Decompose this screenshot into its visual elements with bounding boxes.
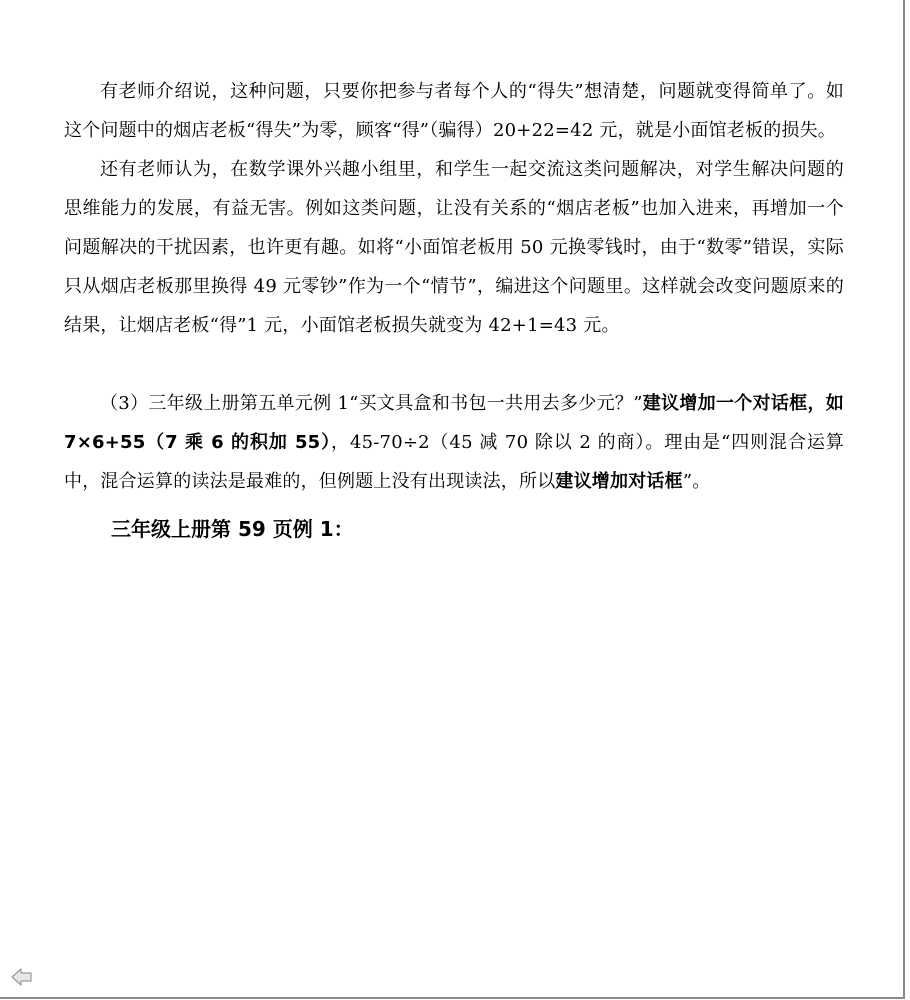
paragraph-3 (64, 384, 844, 501)
document-body (64, 72, 844, 549)
paragraph-3-text-2: ，45-70÷2（45 减 70 除以 2 的商）。理由是“四则混合运算中，混合运算的读法是最难的，但例题上没有出现读法，所以 (64, 432, 844, 492)
paragraph-3-text-3: ”。 (682, 471, 711, 492)
back-arrow-icon[interactable] (11, 967, 33, 987)
paragraph-3-bold-1: 建议增加一个对话框，如 7×6+55（7 乘 6 的积加 55） (64, 393, 844, 453)
paragraph-2: 还有老师认为，在数学课外兴趣小组里，和学生一起交流这类问题解决，对学生解决问题的思维能力的发展，有益无害。例如这类问题，让没有关系的“烟店老板”也加入进来，再增加一个问题解决的干扰因素，也许更有趣。如将“小面馆老板用 50 元换零钱时，由于“数零”错误，实际只从烟店老板那里换得 49 元零钞”作为一个“情节”，编进这个问题里。这样就会改变问题原来的结果，让烟店老板“得”1 元，小面馆老板损失就变为 42+1=43 元。 (64, 159, 844, 336)
paragraph-1: 有老师介绍说，这种问题，只要你把参与者每个人的“得失”想清楚，问题就变得简单了。如这个问题中的烟店老板“得失”为零，顾客“得”（骗得）20+22=42 元，就是小面馆老板的损失。 (64, 81, 844, 141)
section-heading: 三年级上册第 59 页例 1： (111, 517, 354, 541)
paragraph-3-bold-2: 建议增加对话框 (555, 471, 683, 492)
paragraph-3-text-1: （3）三年级上册第五单元例 1“买文具盒和书包一共用去多少元？” (100, 393, 643, 414)
